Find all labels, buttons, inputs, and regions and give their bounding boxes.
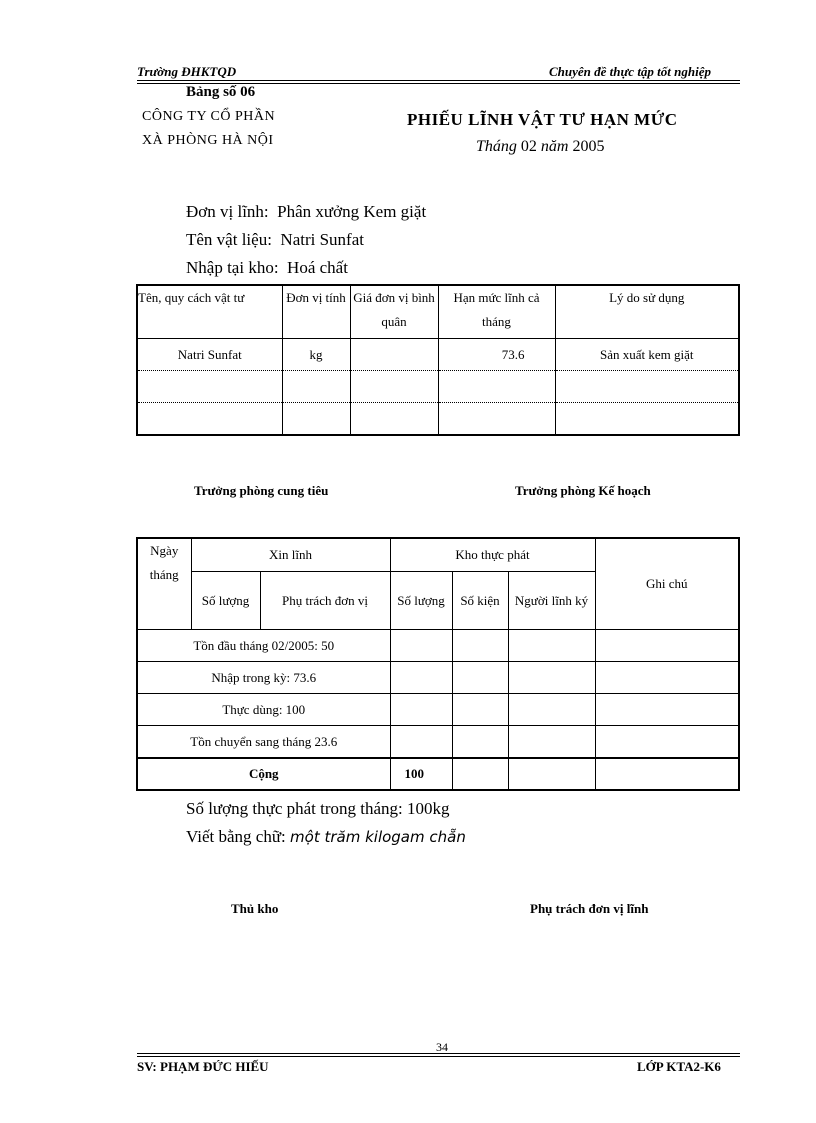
info-warehouse-value: Hoá chất	[287, 258, 348, 277]
th-quota: Hạn mức lĩnh cả tháng	[438, 285, 555, 339]
info-warehouse-label: Nhập tại kho:	[186, 258, 279, 277]
info-unit-value: Phân xưởng Kem giặt	[277, 202, 427, 221]
th-issue-count: Số kiện	[452, 572, 508, 630]
quota-table-header	[137, 285, 739, 339]
summary-words-label: Viết bằng chữ:	[186, 827, 286, 846]
cell-empty	[390, 630, 452, 662]
sign-supply-head: Trưởng phòng cung tiêu	[194, 483, 329, 498]
cell-empty	[508, 662, 595, 694]
cell-empty	[555, 371, 739, 403]
info-unit	[186, 202, 426, 222]
cell-empty	[438, 371, 555, 403]
form-month	[476, 138, 604, 156]
form-title: PHIẾU LĨNH VẬT TƯ HẠN MỨC	[407, 110, 678, 129]
cell-empty	[508, 694, 595, 726]
th-request-qty: Số lượng	[191, 572, 260, 630]
cell-empty	[595, 662, 739, 694]
table-row	[137, 662, 739, 694]
cell-empty	[350, 403, 438, 436]
cell-reason: Sản xuất kem giặt	[555, 339, 739, 371]
year-value: 2005	[572, 138, 605, 155]
cell-empty	[438, 403, 555, 436]
table-row	[137, 339, 739, 371]
sign-storekeeper: Thủ kho	[231, 901, 279, 916]
cell-empty	[137, 403, 282, 436]
table-label: Bảng số 06	[186, 84, 256, 100]
summary-words-value: một trăm kilogam chẵn	[290, 828, 466, 846]
cell-empty	[508, 758, 595, 790]
info-warehouse	[186, 258, 348, 278]
cell-empty	[137, 371, 282, 403]
cell-unit: kg	[282, 339, 350, 371]
header-rule	[137, 80, 740, 81]
table-row	[137, 403, 739, 436]
total-label: Cộng	[137, 758, 390, 790]
cell-empty	[452, 694, 508, 726]
year-label: năm	[540, 138, 569, 155]
header-school: Trường ĐHKTQD	[137, 64, 237, 79]
page-number: 34	[436, 1040, 448, 1054]
table-row	[137, 630, 739, 662]
header-topic: Chuyên đề thực tập tốt nghiệp	[549, 64, 711, 79]
sign-unit-manager: Phụ trách đơn vị lĩnh	[530, 901, 649, 916]
table-row	[137, 371, 739, 403]
quota-table	[136, 284, 740, 436]
company-line-2: XÀ PHÒNG HÀ NỘI	[142, 133, 274, 148]
th-issue-receiver: Người lĩnh ký	[508, 572, 595, 630]
month-value: 02	[520, 138, 537, 155]
cell-empty	[390, 694, 452, 726]
cell-empty	[452, 758, 508, 790]
cell-empty	[595, 726, 739, 759]
th-issue-group: Kho thực phát	[390, 538, 595, 572]
cell-empty	[508, 630, 595, 662]
cell-empty	[595, 630, 739, 662]
th-issue-qty: Số lượng	[390, 572, 452, 630]
info-material-value: Natri Sunfat	[280, 230, 364, 249]
table-row	[137, 694, 739, 726]
th-request-manager: Phụ trách đơn vị	[260, 572, 390, 630]
th-request-group: Xin lĩnh	[191, 538, 390, 572]
summary-qty: Số lượng thực phát trong tháng: 100kg	[186, 799, 450, 818]
cell-empty	[595, 758, 739, 790]
cell-empty	[390, 662, 452, 694]
cell-quota: 73.6	[438, 339, 555, 371]
summary-words	[186, 827, 466, 847]
cell-material: Natri Sunfat	[137, 339, 282, 371]
cell-empty	[595, 694, 739, 726]
issue-header-row-1	[137, 538, 739, 572]
cell-empty	[350, 371, 438, 403]
table-row	[137, 726, 739, 759]
th-price: Giá đơn vị bình quân	[350, 285, 438, 339]
info-material-label: Tên vật liệu:	[186, 230, 272, 249]
total-row	[137, 758, 739, 790]
footer-student: SV: PHẠM ĐỨC HIẾU	[137, 1059, 269, 1074]
total-value: 100	[390, 758, 452, 790]
cell-empty	[390, 726, 452, 759]
info-material	[186, 230, 364, 250]
th-unit: Đơn vị tính	[282, 285, 350, 339]
month-label: Tháng	[476, 138, 517, 155]
info-unit-label: Đơn vị lĩnh:	[186, 202, 269, 221]
company-line-1: CÔNG TY CỔ PHẦN	[142, 109, 276, 124]
footer-rule	[137, 1053, 740, 1054]
cell-price	[350, 339, 438, 371]
cell-empty	[555, 403, 739, 436]
cell-empty	[282, 371, 350, 403]
th-reason: Lý do sử dụng	[555, 285, 739, 339]
row-import: Nhập trong kỳ: 73.6	[137, 662, 390, 694]
footer-rule-2	[137, 1056, 740, 1057]
th-date: Ngày tháng	[137, 538, 191, 630]
cell-empty	[452, 630, 508, 662]
cell-empty	[452, 726, 508, 759]
sign-planning-head: Trưởng phòng Kế hoạch	[515, 483, 651, 498]
cell-empty	[282, 403, 350, 436]
row-opening: Tồn đầu tháng 02/2005: 50	[137, 630, 390, 662]
footer-class: LỚP KTA2-K6	[637, 1059, 721, 1074]
issue-table	[136, 537, 740, 791]
cell-empty	[508, 726, 595, 759]
th-material: Tên, quy cách vật tư	[137, 285, 282, 339]
cell-empty	[452, 662, 508, 694]
row-used: Thực dùng: 100	[137, 694, 390, 726]
row-carryover: Tồn chuyển sang tháng 23.6	[137, 726, 390, 759]
th-note: Ghi chú	[595, 538, 739, 630]
